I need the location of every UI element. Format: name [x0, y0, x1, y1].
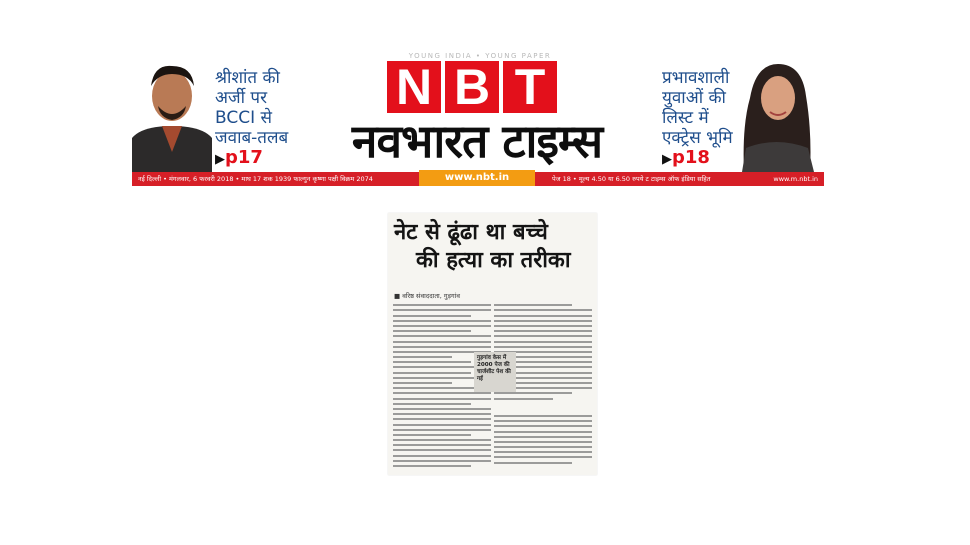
- strip-price-text: पेज 18 • मूल्य 4.50 या 6.50 रुपये ट टाइम्स ऑफ इंडिया सहित: [552, 175, 711, 183]
- promo-right[interactable]: [662, 68, 733, 170]
- article-pull-quote: गुड़गांव केस में 2000 पेज की चार्जशीट पेश की गई: [474, 352, 516, 392]
- promo-right-line-1: प्रभावशाली: [662, 68, 730, 88]
- promo-right-arrow-icon: ▶: [662, 152, 672, 167]
- newspaper-masthead: [132, 52, 824, 186]
- article-byline: ■ वरिष्ठ संवाददाता, गुड़गांव: [394, 292, 460, 300]
- promo-right-line-2: युवाओं की: [662, 88, 726, 108]
- strip-date-text: नई दिल्ली • मंगलवार, 6 फरवरी 2018 • माघ 17 शक 1939 फाल्गुन कृष्णा पक्षी विक्रम 2074: [138, 175, 373, 183]
- promo-right-page: p18: [672, 147, 710, 168]
- promo-left-line-3: BCCI से: [215, 108, 273, 128]
- headline-line-1: नेट से ढूंढा था बच्चे: [394, 220, 548, 245]
- headline-line-2: की हत्या का तरीका: [416, 248, 571, 273]
- promo-right-line-3: लिस्ट में: [662, 108, 709, 128]
- promo-left-line-1: श्रीशांत की: [215, 68, 280, 88]
- promo-left-line-4: जवाब-तलब: [215, 128, 289, 148]
- promo-right-line-4: एक्ट्रेस भूमि: [662, 128, 733, 148]
- promo-left-page: p17: [225, 147, 263, 168]
- article-headline: [394, 219, 592, 275]
- promo-left-photo: [132, 56, 212, 172]
- logo-letter-b: B: [445, 61, 499, 113]
- promo-left[interactable]: [215, 68, 288, 170]
- promo-left-arrow-icon: ▶: [215, 152, 225, 167]
- nbt-logo: [387, 61, 557, 113]
- strip-mobile-url[interactable]: www.m.nbt.in: [773, 175, 818, 183]
- article-clipping: [388, 213, 597, 475]
- masthead-title-hindi: नवभारत टाइम्स: [351, 114, 603, 168]
- promo-right-photo: [736, 56, 816, 172]
- promo-left-line-2: अर्जी पर: [215, 88, 268, 108]
- masthead-tagline: YOUNG INDIA • YOUNG PAPER: [408, 52, 552, 60]
- logo-letter-n: N: [387, 61, 441, 113]
- website-url-tab[interactable]: www.nbt.in: [419, 170, 535, 186]
- logo-letter-t: T: [503, 61, 557, 113]
